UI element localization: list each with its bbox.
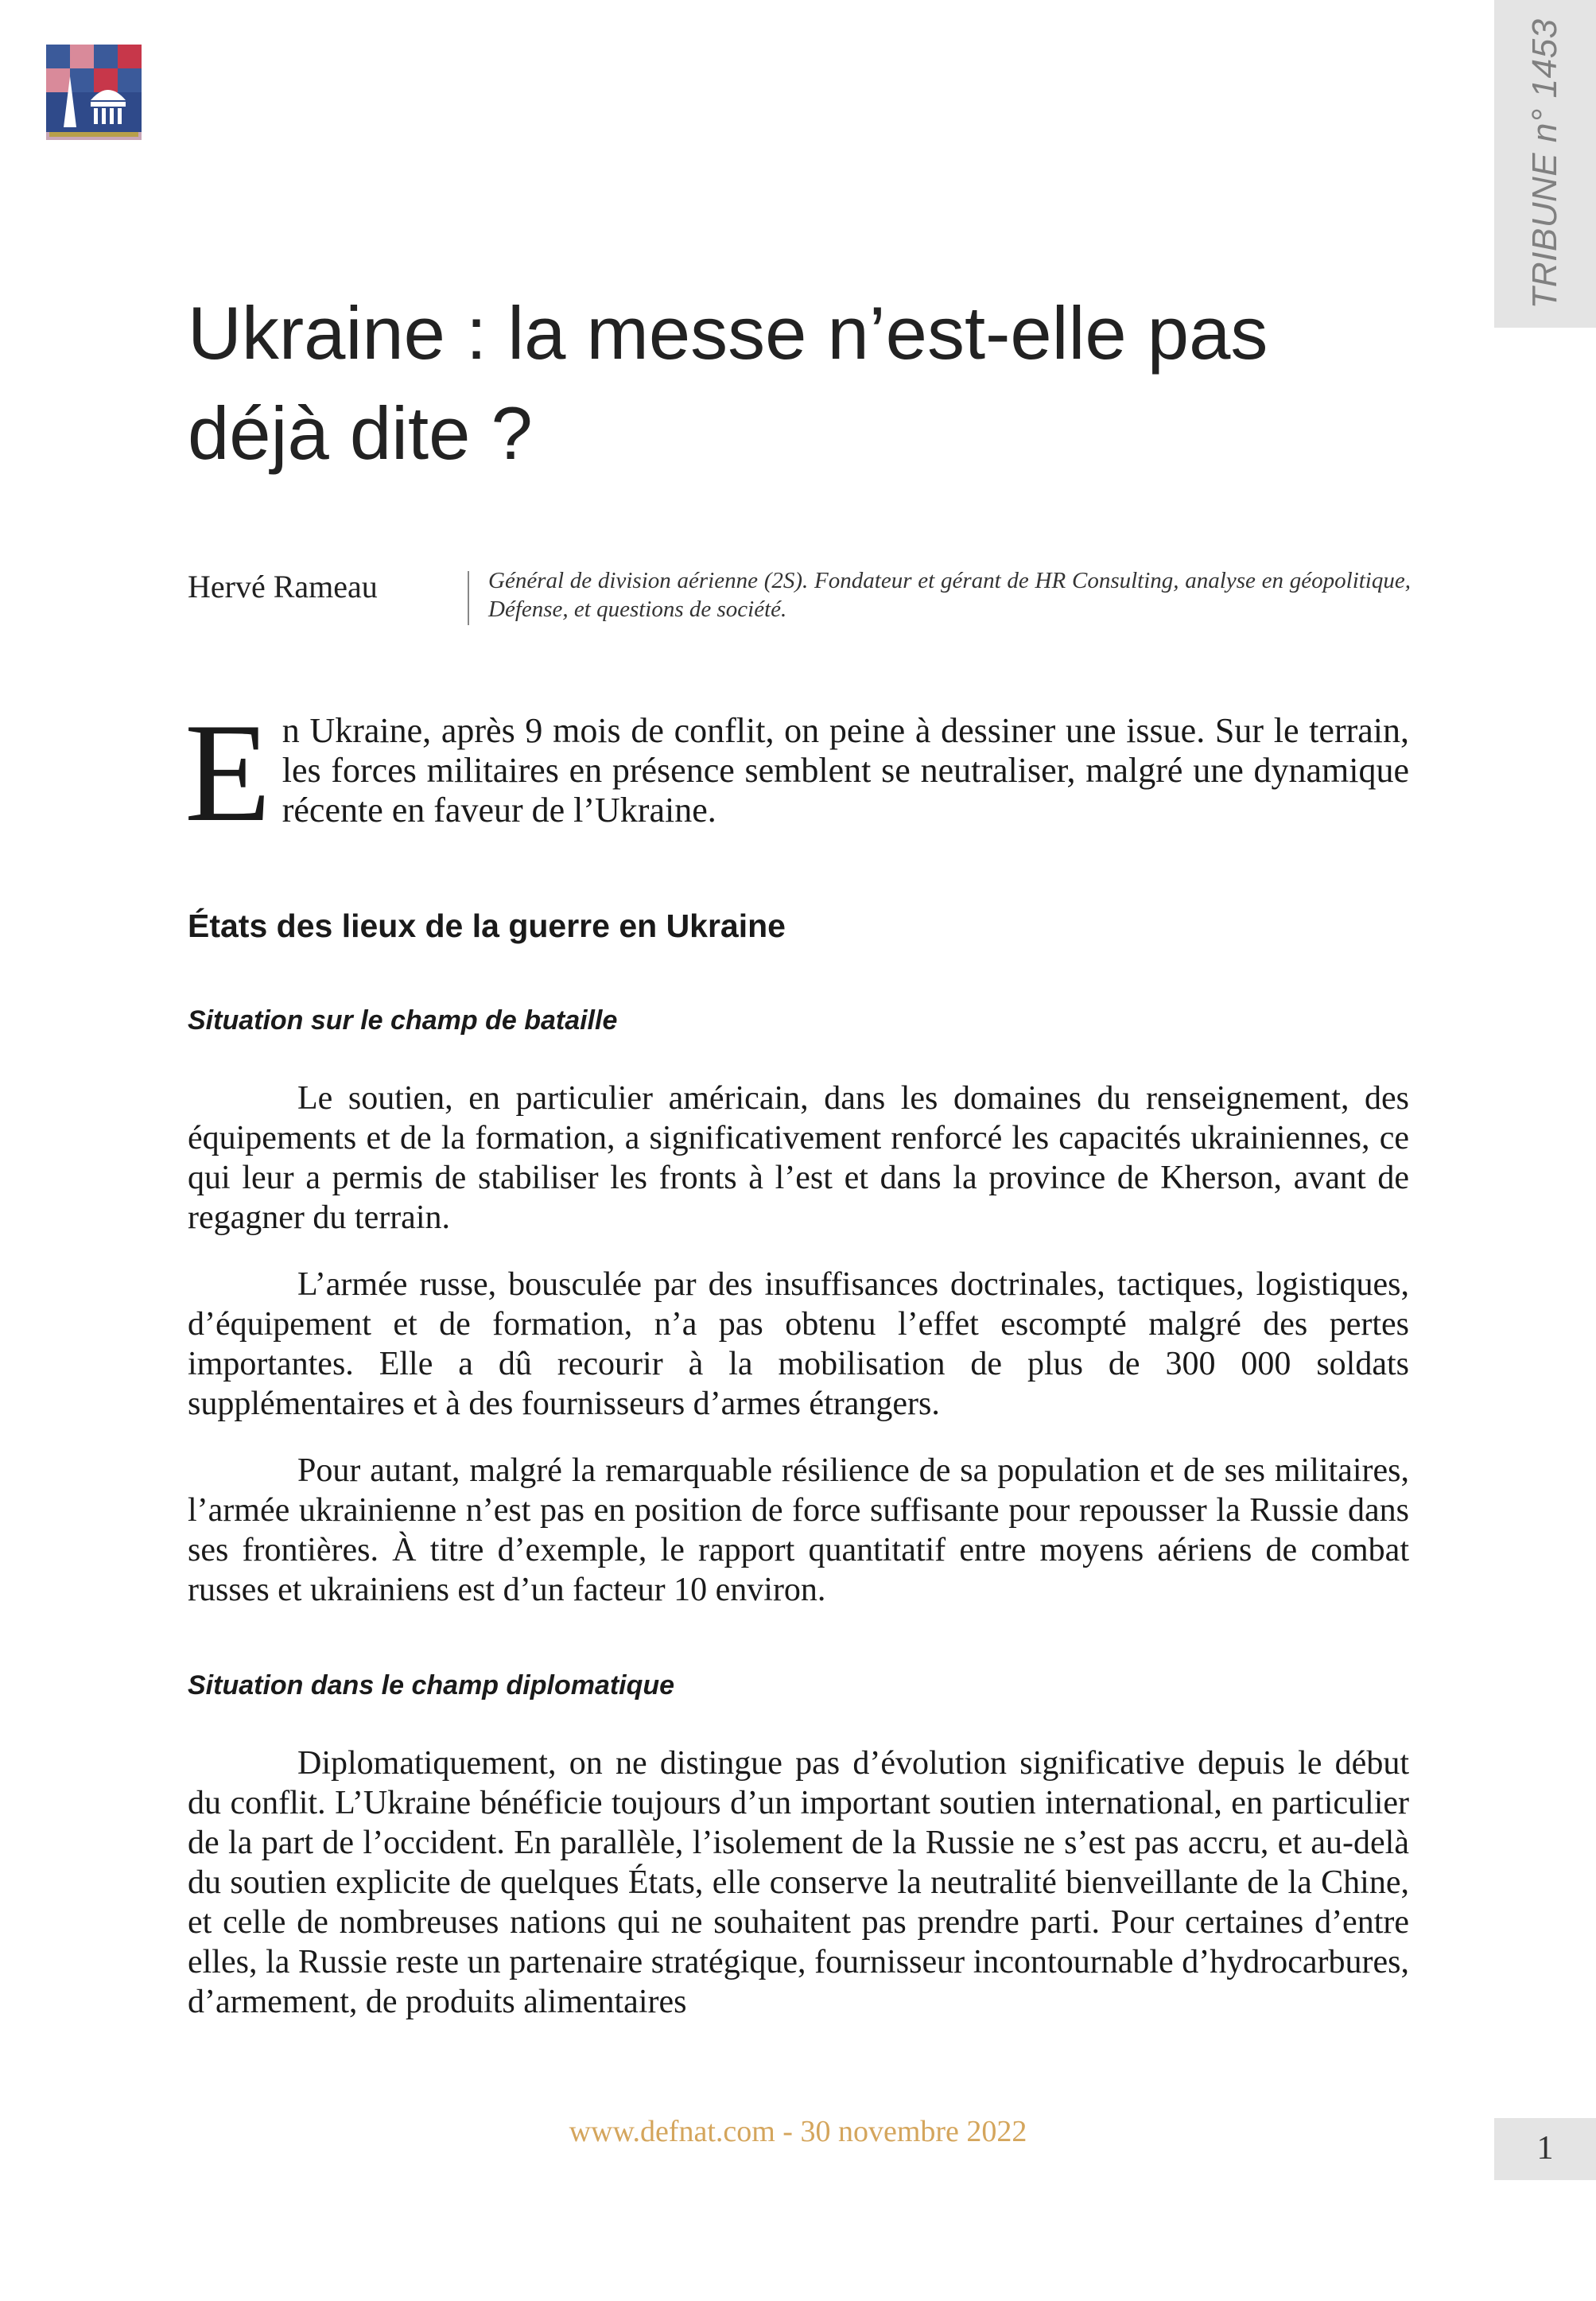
- page-number: 1: [1536, 2130, 1554, 2167]
- paragraph: Le soutien, en particulier américain, dans les domaines du renseignement, des équipements et de la formation, a significativement renforcé les capacités ukrainiennes, ce qui leur a permis de stabiliser les fronts à l’est et dans la province de Kherson, avant de regagner du terrain.: [188, 1080, 1409, 1236]
- section-title: États des lieux de la guerre en Ukraine: [188, 908, 786, 944]
- tribune-number: TRIBUNE n° 1453: [1525, 18, 1564, 309]
- subsection-title-battlefield: Situation sur le champ de bataille: [188, 1005, 618, 1036]
- publication-logo-icon: [46, 45, 142, 140]
- author-bio: Général de division aérienne (2S). Fondateur et gérant de HR Consulting, analyse en géopolitique, Défense, et questions de société.: [488, 568, 1411, 622]
- lead-paragraph: [184, 694, 1409, 851]
- tribune-side-tab: [1494, 0, 1596, 328]
- paragraph: L’armée russe, bousculée par des insuffisances doctrinales, tactiques, logistiques, d’équipement et de formation, n’a pas obtenu l’effet escompté malgré des pertes importantes. Elle a dû recourir à la mobilisation de plus de 300 000 soldats supplémentaires et à des fournisseurs d’armes étrangers.: [188, 1266, 1409, 1422]
- paragraph: Diplomatiquement, on ne distingue pas d’évolution significative depuis le début du conflit. L’Ukraine bénéficie toujours d’un important soutien international, en particulier de la part de l’occident. En parallèle, l’isolement de la Russie ne s’est pas accru, et au-delà du soutien explicite de quelques États, elle conserve la neutralité bienveillante de la Chine, et celle de nombreuses nations qui ne souhaitent pas prendre parti. Pour certaines d’entre elles, la Russie reste un partenaire stratégique, fournisseur incontournable d’hydrocarbures, d’armement, de produits alimentaires: [188, 1745, 1409, 2020]
- lead-text: n Ukraine, après 9 mois de conflit, on peine à dessiner une issue. Sur le terrain, les forces militaires en présence semblent se neutraliser, malgré une dynamique récente en faveur de l’Ukraine.: [282, 711, 1409, 830]
- footer-url-date: www.defnat.com - 30 novembre 2022: [569, 2115, 1027, 2148]
- article-body: [184, 694, 1409, 2049]
- paragraph: Pour autant, malgré la remarquable résilience de sa population et de ses militaires, l’armée ukrainienne n’est pas en position de force suffisante pour repousser la Russie dans ses frontières. À titre d’exemple, le rapport quantitatif entre moyens aériens de combat russes et ukrainiens est d’un facteur 10 environ.: [188, 1452, 1409, 1608]
- subsection-title-diplomatic: Situation dans le champ diplomatique: [188, 1670, 675, 1700]
- author-separator: [468, 571, 469, 625]
- dropcap: E: [184, 694, 271, 851]
- author-name: Hervé Rameau: [188, 569, 378, 604]
- page-number-box: [1494, 2118, 1596, 2180]
- page-title: Ukraine : la messe n’est-elle pas déjà dite ?: [188, 291, 1268, 475]
